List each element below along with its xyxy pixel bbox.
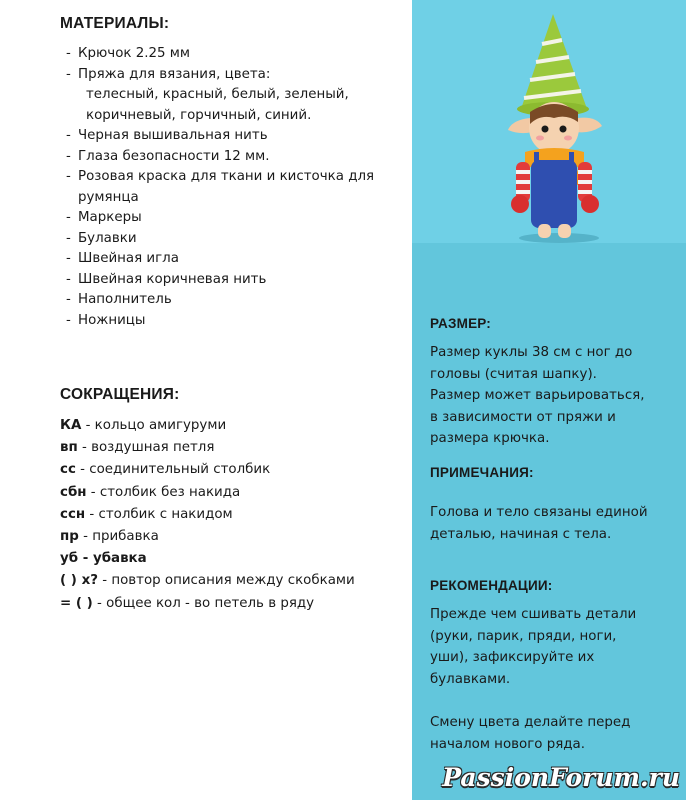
recommendations-heading: РЕКОМЕНДАЦИИ: xyxy=(430,578,553,593)
abbreviations-heading: СОКРАЩЕНИЯ: xyxy=(60,386,180,403)
materials-list xyxy=(66,44,374,331)
recommendations-text: Прежде чем сшивать детали (руки, парик, пряди, ноги, уши), зафиксируйте их булавками. xyxy=(430,607,637,687)
crochet-elf-doll-picture xyxy=(412,0,686,243)
list-item: - Розовая краска для ткани и кисточка для румянца xyxy=(66,167,374,208)
size-heading: РАЗМЕР: xyxy=(430,316,491,331)
list-item: пр - прибавка xyxy=(60,529,159,545)
list-item: - Маркеры xyxy=(66,208,374,229)
list-item: - Наполнитель xyxy=(66,290,374,311)
list-item: ( ) х? - повтор описания между скобками xyxy=(60,573,355,589)
notes-heading: ПРИМЕЧАНИЯ: xyxy=(430,465,534,480)
list-item: - Ножницы xyxy=(66,311,374,332)
list-item: - Швейная коричневая нить xyxy=(66,270,374,291)
list-item: ссн - столбик с накидом xyxy=(60,506,233,522)
list-item: сс - соединительный столбик xyxy=(60,462,271,478)
list-item: - Пряжа для вязания, цвета: телесный, красный, белый, зеленый, коричневый, горчичный, синий. xyxy=(66,65,374,127)
size-text: Размер куклы 38 см с ног до головы (считая шапку). Размер может варьироваться, в зависимости от пряжи и размера крючка. xyxy=(430,345,645,446)
recommendations-text-2: Смену цвета делайте перед началом нового ряда. xyxy=(430,715,631,752)
list-item: = ( ) - общее кол - во петель в ряду xyxy=(60,595,315,611)
list-item: сбн - столбик без накида xyxy=(60,484,241,500)
list-item: - Булавки xyxy=(66,229,374,250)
list-item: уб - убавка xyxy=(60,551,147,567)
list-item: - Крючок 2.25 мм xyxy=(66,44,374,65)
elf-doll-photo xyxy=(412,0,686,243)
notes-text: Голова и тело связаны единой деталью, начиная с тела. xyxy=(430,505,648,542)
list-item: - Черная вышивальная нить xyxy=(66,126,374,147)
watermark: PassionForum.ru xyxy=(442,763,680,792)
abbreviations-list xyxy=(60,415,355,615)
list-item: КА - кольцо амигуруми xyxy=(60,418,227,433)
list-item: - Швейная игла xyxy=(66,249,374,270)
list-item: - Глаза безопасности 12 мм. xyxy=(66,147,374,168)
info-panel xyxy=(412,0,686,800)
materials-heading: МАТЕРИАЛЫ: xyxy=(60,15,170,32)
list-item: вп - воздушная петля xyxy=(60,440,215,456)
